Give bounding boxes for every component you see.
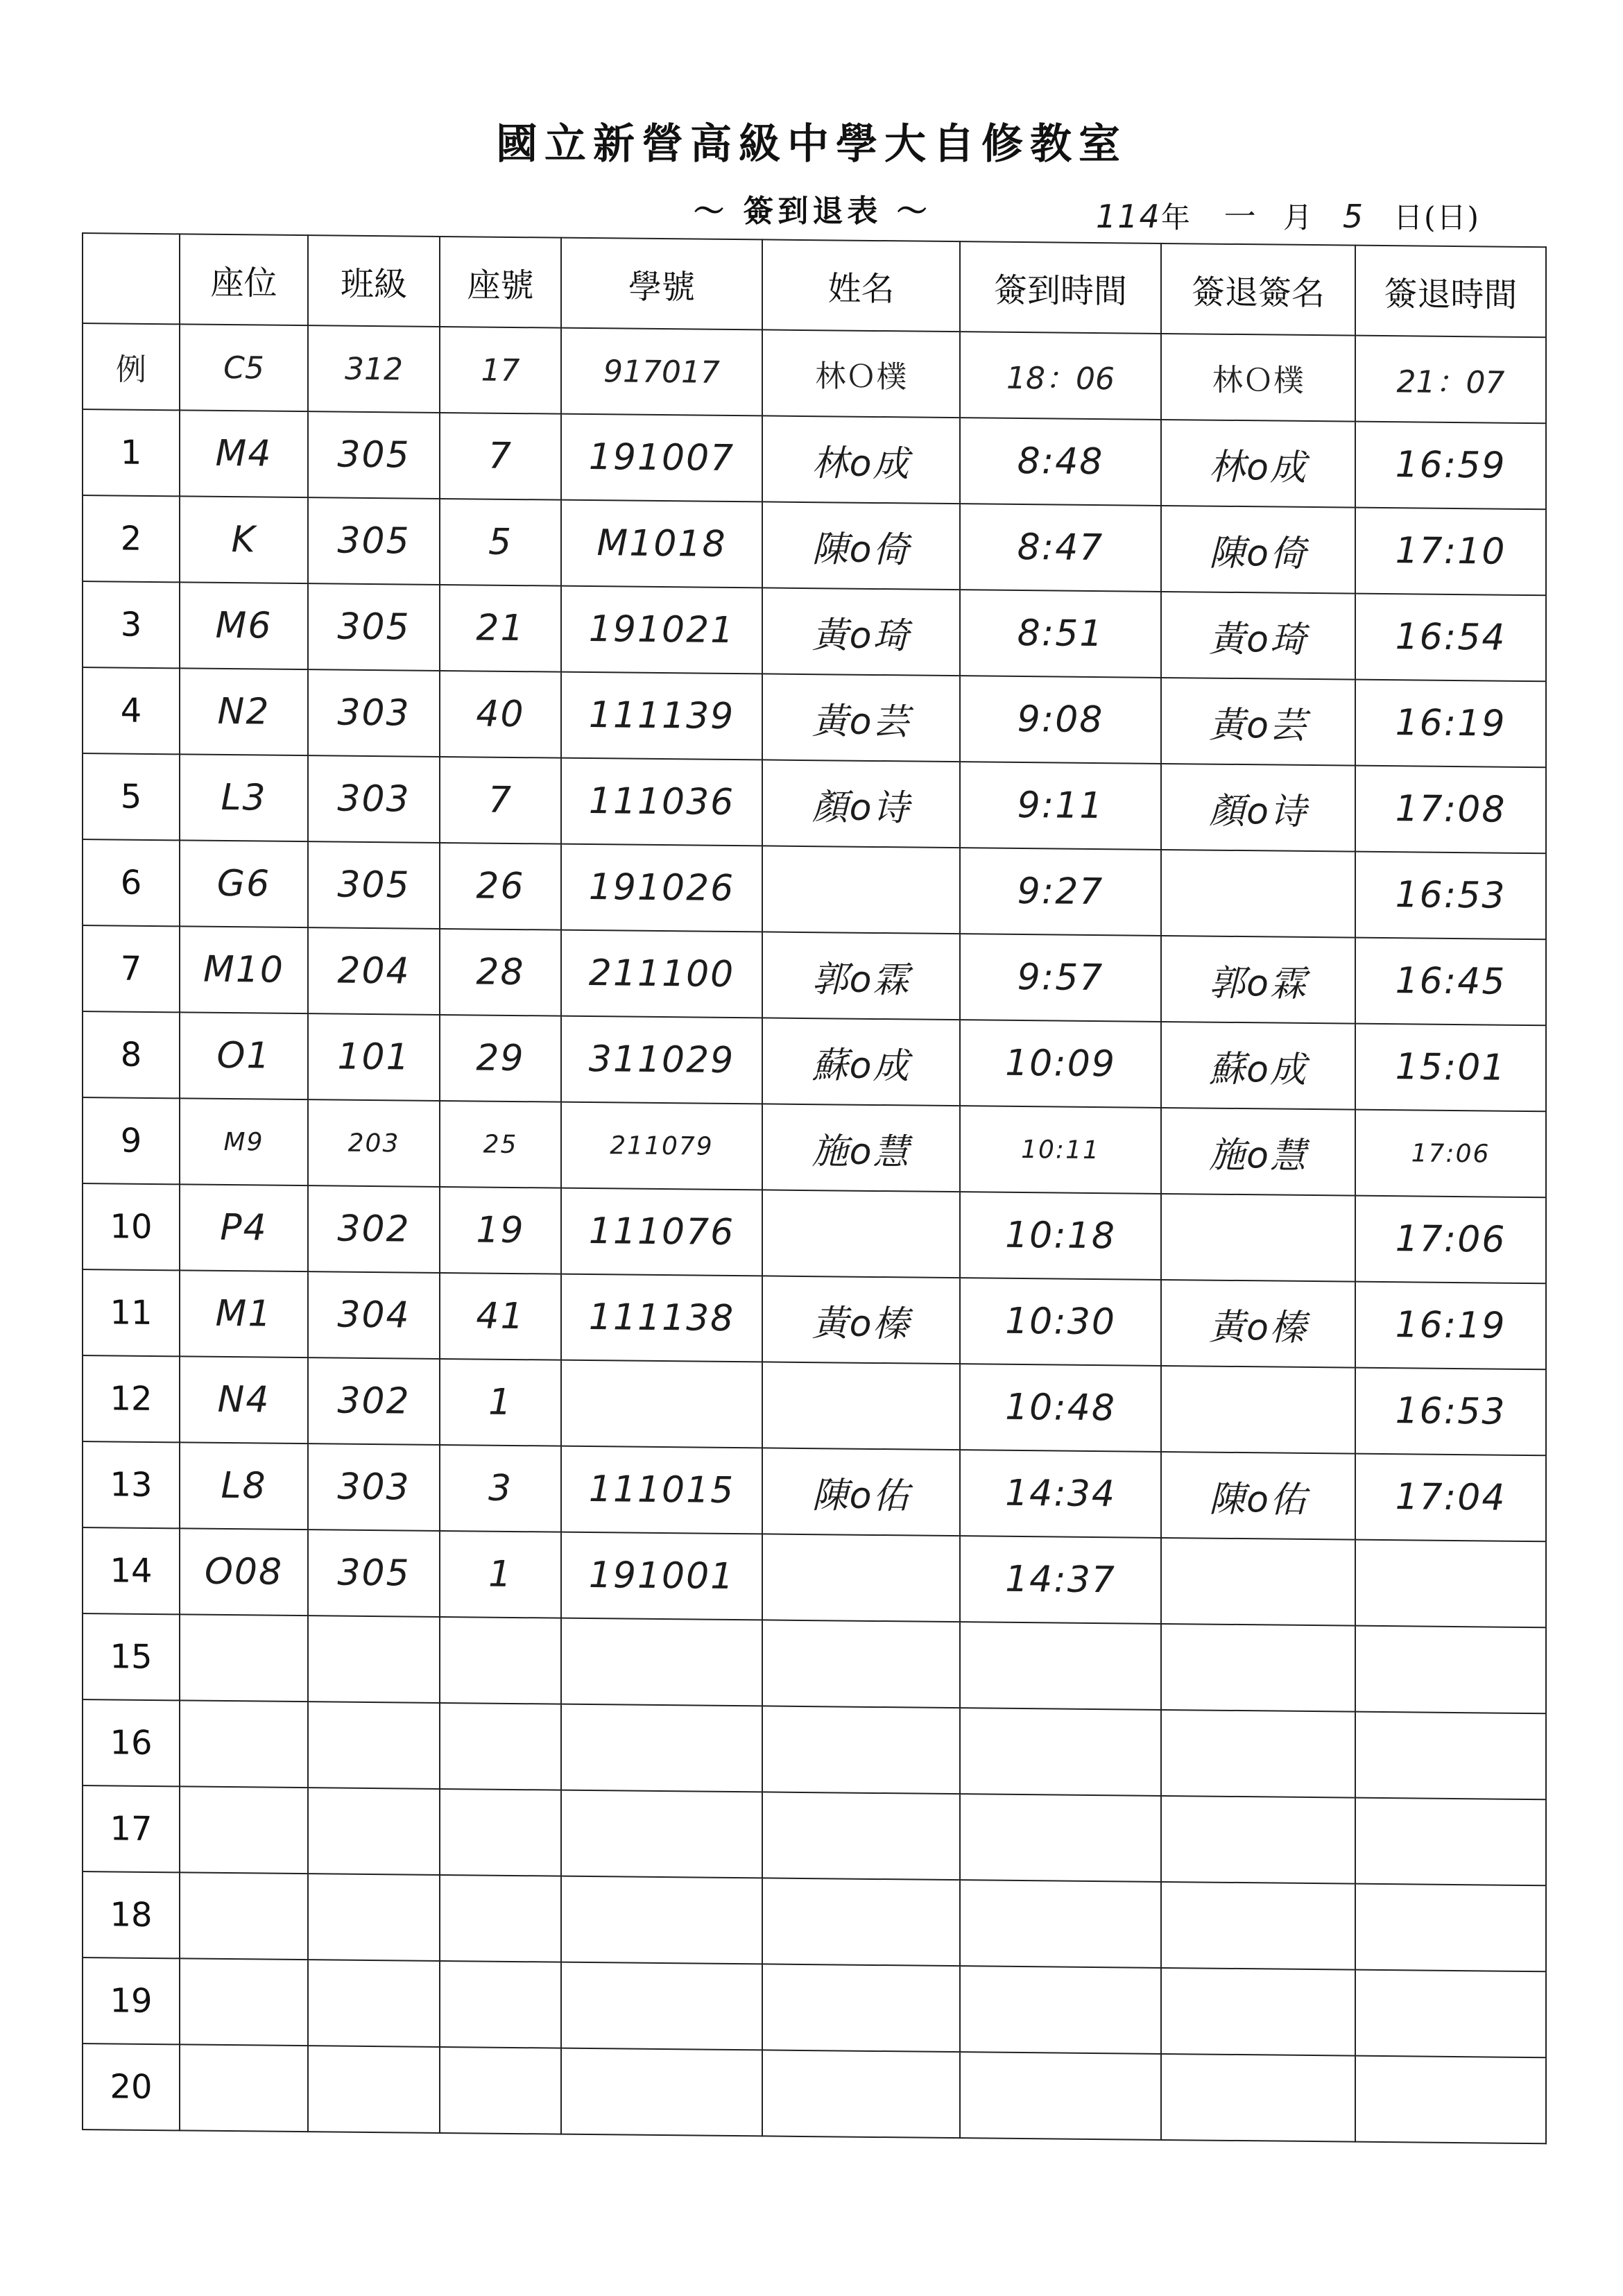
name-cell: 郭o霖 [762, 932, 960, 1020]
number-cell: 28 [440, 929, 561, 1016]
row-index: 7 [83, 925, 180, 1012]
row-index: 10 [83, 1183, 180, 1270]
header-row [83, 233, 1546, 337]
example-signout-time: 21：07 [1355, 336, 1546, 424]
student-id-cell [561, 1876, 762, 1964]
table-row [83, 409, 1546, 509]
student-id-cell: 211079 [561, 1102, 762, 1190]
signout-time-cell [1355, 1970, 1546, 2058]
example-student-id: 917017 [561, 328, 762, 416]
number-cell [440, 1961, 561, 2048]
signin-time-cell: 10:18 [960, 1192, 1161, 1280]
row-index: 2 [83, 495, 180, 582]
signout-name-cell [1161, 1796, 1355, 1884]
table-row [83, 753, 1546, 853]
row-index: 5 [83, 753, 180, 840]
date-day-unit: 日 [1393, 200, 1425, 234]
example-signin-time: 18：06 [960, 332, 1161, 420]
table-row [83, 1613, 1546, 1713]
signout-time-cell [1355, 1626, 1546, 1714]
number-cell: 1 [440, 1531, 561, 1618]
row-index: 1 [83, 409, 180, 496]
number-cell: 41 [440, 1273, 561, 1360]
row-index: 20 [83, 2044, 180, 2130]
signout-time-cell [1355, 2056, 1546, 2144]
name-cell: 黃o榛 [762, 1276, 960, 1364]
table-row [83, 1011, 1546, 1111]
name-cell [762, 2050, 960, 2138]
student-id-cell: 311029 [561, 1016, 762, 1104]
table-row [83, 839, 1546, 939]
number-cell: 25 [440, 1101, 561, 1188]
signout-time-cell: 16:19 [1355, 680, 1546, 768]
signout-name-cell [1161, 1882, 1355, 1970]
number-cell: 19 [440, 1187, 561, 1274]
row-index: 18 [83, 1871, 180, 1958]
class-cell: 305 [308, 583, 440, 671]
signout-name-cell [1161, 1538, 1355, 1626]
header-cell: 學號 [561, 238, 762, 330]
row-index: 19 [83, 1957, 180, 2044]
table-row [83, 1441, 1546, 1541]
example-seat: C5 [180, 324, 308, 411]
header-cell: 姓名 [762, 239, 960, 332]
row-index: 8 [83, 1011, 180, 1098]
name-cell [762, 1190, 960, 1278]
row-index: 11 [83, 1269, 180, 1356]
class-cell: 303 [308, 1443, 440, 1531]
table-row [83, 1269, 1546, 1369]
class-cell: 305 [308, 841, 440, 929]
seat-cell [180, 1872, 308, 1960]
form-subtitle: ～ 簽到退表 ～ [694, 194, 931, 229]
student-id-cell: 211100 [561, 930, 762, 1018]
table-row [83, 1871, 1546, 1971]
signout-name-cell [1161, 1624, 1355, 1712]
table-row [83, 581, 1546, 681]
name-cell [762, 1964, 960, 2052]
signout-time-cell [1355, 1540, 1546, 1628]
signout-time-cell: 16:53 [1355, 852, 1546, 940]
table-row [83, 2044, 1546, 2143]
seat-cell: M6 [180, 582, 308, 669]
signout-name-cell: 郭o霖 [1161, 936, 1355, 1024]
signout-time-cell: 16:53 [1355, 1368, 1546, 1456]
date-month: 一 [1220, 198, 1254, 235]
signout-time-cell: 17:04 [1355, 1454, 1546, 1542]
class-cell: 302 [308, 1185, 440, 1273]
class-cell [308, 2046, 440, 2133]
signin-time-cell: 8:51 [960, 590, 1161, 678]
seat-cell [180, 1958, 308, 2046]
table-row [83, 925, 1546, 1025]
example-signout-name: 林Ｏ樸 [1161, 334, 1355, 422]
example-number: 17 [440, 327, 561, 414]
name-cell [762, 1878, 960, 1966]
example-label: 例 [83, 323, 180, 410]
seat-cell [180, 2044, 308, 2132]
name-cell [762, 1620, 960, 1708]
student-id-cell: 191001 [561, 1532, 762, 1620]
signin-time-cell: 10:09 [960, 1020, 1161, 1108]
date-year-unit: 年 [1160, 200, 1192, 234]
signin-time-cell [960, 2052, 1161, 2140]
name-cell: 黃o琦 [762, 588, 960, 676]
name-cell [762, 846, 960, 934]
signout-name-cell: 顏o诗 [1161, 764, 1355, 852]
signout-name-cell [1161, 850, 1355, 938]
page-title: 國立新營高級中學大自修教室 [496, 120, 1127, 169]
class-cell [308, 1788, 440, 1875]
table-row [83, 1699, 1546, 1799]
table-row [83, 1785, 1546, 1885]
header-cell: 班級 [308, 235, 440, 327]
number-cell: 5 [440, 499, 561, 586]
class-cell: 305 [308, 497, 440, 585]
signout-name-cell [1161, 1968, 1355, 2056]
class-cell: 204 [308, 927, 440, 1015]
row-index: 15 [83, 1613, 180, 1700]
signout-name-cell: 林o成 [1161, 420, 1355, 508]
name-cell [762, 1362, 960, 1450]
seat-cell: N4 [180, 1356, 308, 1443]
table-row [83, 1183, 1546, 1283]
student-id-cell: 111138 [561, 1274, 762, 1362]
name-cell [762, 1792, 960, 1880]
name-cell: 顏o诗 [762, 760, 960, 848]
row-index: 17 [83, 1785, 180, 1872]
row-index: 6 [83, 839, 180, 926]
student-id-cell: 111015 [561, 1446, 762, 1534]
row-index: 16 [83, 1699, 180, 1786]
number-cell: 26 [440, 843, 561, 930]
number-cell [440, 1875, 561, 1962]
student-id-cell: 111139 [561, 672, 762, 760]
signout-time-cell [1355, 1884, 1546, 1972]
signin-time-cell: 9:08 [960, 676, 1161, 764]
date-weekday: (日) [1424, 200, 1480, 234]
class-cell [308, 1616, 440, 1703]
signout-name-cell [1161, 1194, 1355, 1282]
header-cell: 座號 [440, 237, 561, 328]
signout-time-cell: 16:19 [1355, 1282, 1546, 1370]
signin-time-cell: 9:11 [960, 762, 1161, 850]
signin-time-cell [960, 1708, 1161, 1796]
signout-name-cell: 黃o琦 [1161, 592, 1355, 680]
signout-time-cell: 17:10 [1355, 508, 1546, 596]
class-cell: 304 [308, 1271, 440, 1359]
seat-cell [180, 1700, 308, 1788]
row-index: 9 [83, 1097, 180, 1184]
signout-name-cell: 黃o榛 [1161, 1280, 1355, 1368]
table-row [83, 1527, 1546, 1627]
table-row [83, 1355, 1546, 1455]
number-cell: 7 [440, 757, 561, 844]
signout-time-cell: 16:45 [1355, 938, 1546, 1026]
signin-time-cell [960, 1880, 1161, 1968]
signin-time-cell: 10:11 [960, 1106, 1161, 1194]
number-cell [440, 2047, 561, 2134]
student-id-cell: 111076 [561, 1188, 762, 1276]
class-cell: 302 [308, 1357, 440, 1445]
name-cell: 黃o芸 [762, 674, 960, 762]
date-year: 114 [1096, 198, 1161, 235]
signout-time-cell: 15:01 [1355, 1024, 1546, 1112]
example-row [83, 323, 1546, 423]
number-cell [440, 1617, 561, 1704]
row-index: 4 [83, 667, 180, 754]
class-cell: 101 [308, 1013, 440, 1101]
signin-table [82, 232, 1547, 2144]
student-id-cell [561, 1962, 762, 2050]
row-index: 13 [83, 1441, 180, 1528]
signin-time-cell [960, 1794, 1161, 1882]
row-index: 3 [83, 581, 180, 668]
signout-time-cell [1355, 1798, 1546, 1886]
row-index: 14 [83, 1527, 180, 1614]
signin-time-cell: 9:57 [960, 934, 1161, 1022]
seat-cell: L8 [180, 1442, 308, 1530]
number-cell: 1 [440, 1359, 561, 1446]
class-cell: 203 [308, 1099, 440, 1187]
signin-time-cell: 8:48 [960, 418, 1161, 506]
class-cell [308, 1874, 440, 1961]
signout-name-cell [1161, 2054, 1355, 2142]
number-cell: 21 [440, 585, 561, 672]
signout-name-cell: 黃o芸 [1161, 678, 1355, 766]
signin-time-cell: 9:27 [960, 848, 1161, 936]
signout-time-cell: 16:59 [1355, 422, 1546, 510]
student-id-cell: M1018 [561, 500, 762, 588]
student-id-cell [561, 1618, 762, 1706]
row-index: 12 [83, 1355, 180, 1442]
signout-name-cell: 蘇o成 [1161, 1022, 1355, 1110]
example-class: 312 [308, 325, 440, 413]
name-cell: 林o成 [762, 415, 960, 504]
example-name: 林Ｏ樸 [762, 329, 960, 418]
student-id-cell [561, 1790, 762, 1878]
number-cell [440, 1703, 561, 1790]
name-cell: 蘇o成 [762, 1018, 960, 1106]
signout-name-cell: 陳o佑 [1161, 1452, 1355, 1540]
signout-time-cell: 17:08 [1355, 766, 1546, 854]
number-cell: 29 [440, 1015, 561, 1102]
signin-time-cell: 10:30 [960, 1278, 1161, 1366]
class-cell: 305 [308, 1530, 440, 1617]
name-cell [762, 1706, 960, 1794]
seat-cell: K [180, 496, 308, 583]
number-cell: 3 [440, 1445, 561, 1532]
seat-cell: M1 [180, 1270, 308, 1357]
signout-name-cell: 施o慧 [1161, 1108, 1355, 1196]
student-id-cell [561, 2048, 762, 2136]
seat-cell [180, 1614, 308, 1702]
seat-cell: M9 [180, 1098, 308, 1185]
table-row [83, 1957, 1546, 2057]
signout-time-cell: 17:06 [1355, 1196, 1546, 1284]
signout-name-cell [1161, 1366, 1355, 1454]
signin-time-cell [960, 1622, 1161, 1710]
student-id-cell: 191026 [561, 844, 762, 932]
signin-time-cell: 10:48 [960, 1364, 1161, 1452]
seat-cell [180, 1786, 308, 1874]
student-id-cell [561, 1360, 762, 1448]
header-cell [83, 233, 180, 324]
student-id-cell [561, 1704, 762, 1792]
class-cell: 303 [308, 755, 440, 843]
class-cell [308, 1702, 440, 1789]
name-cell [762, 1534, 960, 1622]
signout-time-cell: 16:54 [1355, 594, 1546, 682]
signout-time-cell: 17:06 [1355, 1110, 1546, 1198]
header-cell: 簽退時間 [1355, 246, 1546, 338]
header-cell: 簽到時間 [960, 241, 1161, 334]
date-day: 5 [1342, 198, 1365, 235]
date-line [1096, 191, 1480, 237]
seat-cell: M10 [180, 926, 308, 1013]
seat-cell: M4 [180, 410, 308, 497]
signout-name-cell [1161, 1710, 1355, 1798]
student-id-cell: 191021 [561, 586, 762, 674]
class-cell: 303 [308, 669, 440, 757]
class-cell: 305 [308, 411, 440, 499]
signin-time-cell: 14:37 [960, 1536, 1161, 1624]
table-row [83, 1097, 1546, 1197]
date-month-unit: 月 [1282, 200, 1314, 234]
number-cell [440, 1789, 561, 1876]
seat-cell: P4 [180, 1184, 308, 1271]
header-cell: 座位 [180, 234, 308, 325]
seat-cell: O1 [180, 1012, 308, 1099]
seat-cell: N2 [180, 668, 308, 755]
signin-time-cell [960, 1966, 1161, 2054]
seat-cell: G6 [180, 840, 308, 927]
signout-name-cell: 陳o倚 [1161, 506, 1355, 594]
number-cell: 40 [440, 671, 561, 758]
header-cell: 簽退簽名 [1161, 243, 1355, 336]
class-cell [308, 1960, 440, 2047]
name-cell: 陳o倚 [762, 502, 960, 590]
signout-time-cell [1355, 1712, 1546, 1800]
student-id-cell: 111036 [561, 758, 762, 846]
table-row [83, 495, 1546, 595]
name-cell: 施o慧 [762, 1104, 960, 1192]
signin-time-cell: 14:34 [960, 1450, 1161, 1538]
signin-time-cell: 8:47 [960, 504, 1161, 592]
seat-cell: L3 [180, 754, 308, 841]
name-cell: 陳o佑 [762, 1448, 960, 1536]
table-row [83, 667, 1546, 767]
number-cell: 7 [440, 413, 561, 500]
student-id-cell: 191007 [561, 414, 762, 502]
seat-cell: O08 [180, 1528, 308, 1616]
